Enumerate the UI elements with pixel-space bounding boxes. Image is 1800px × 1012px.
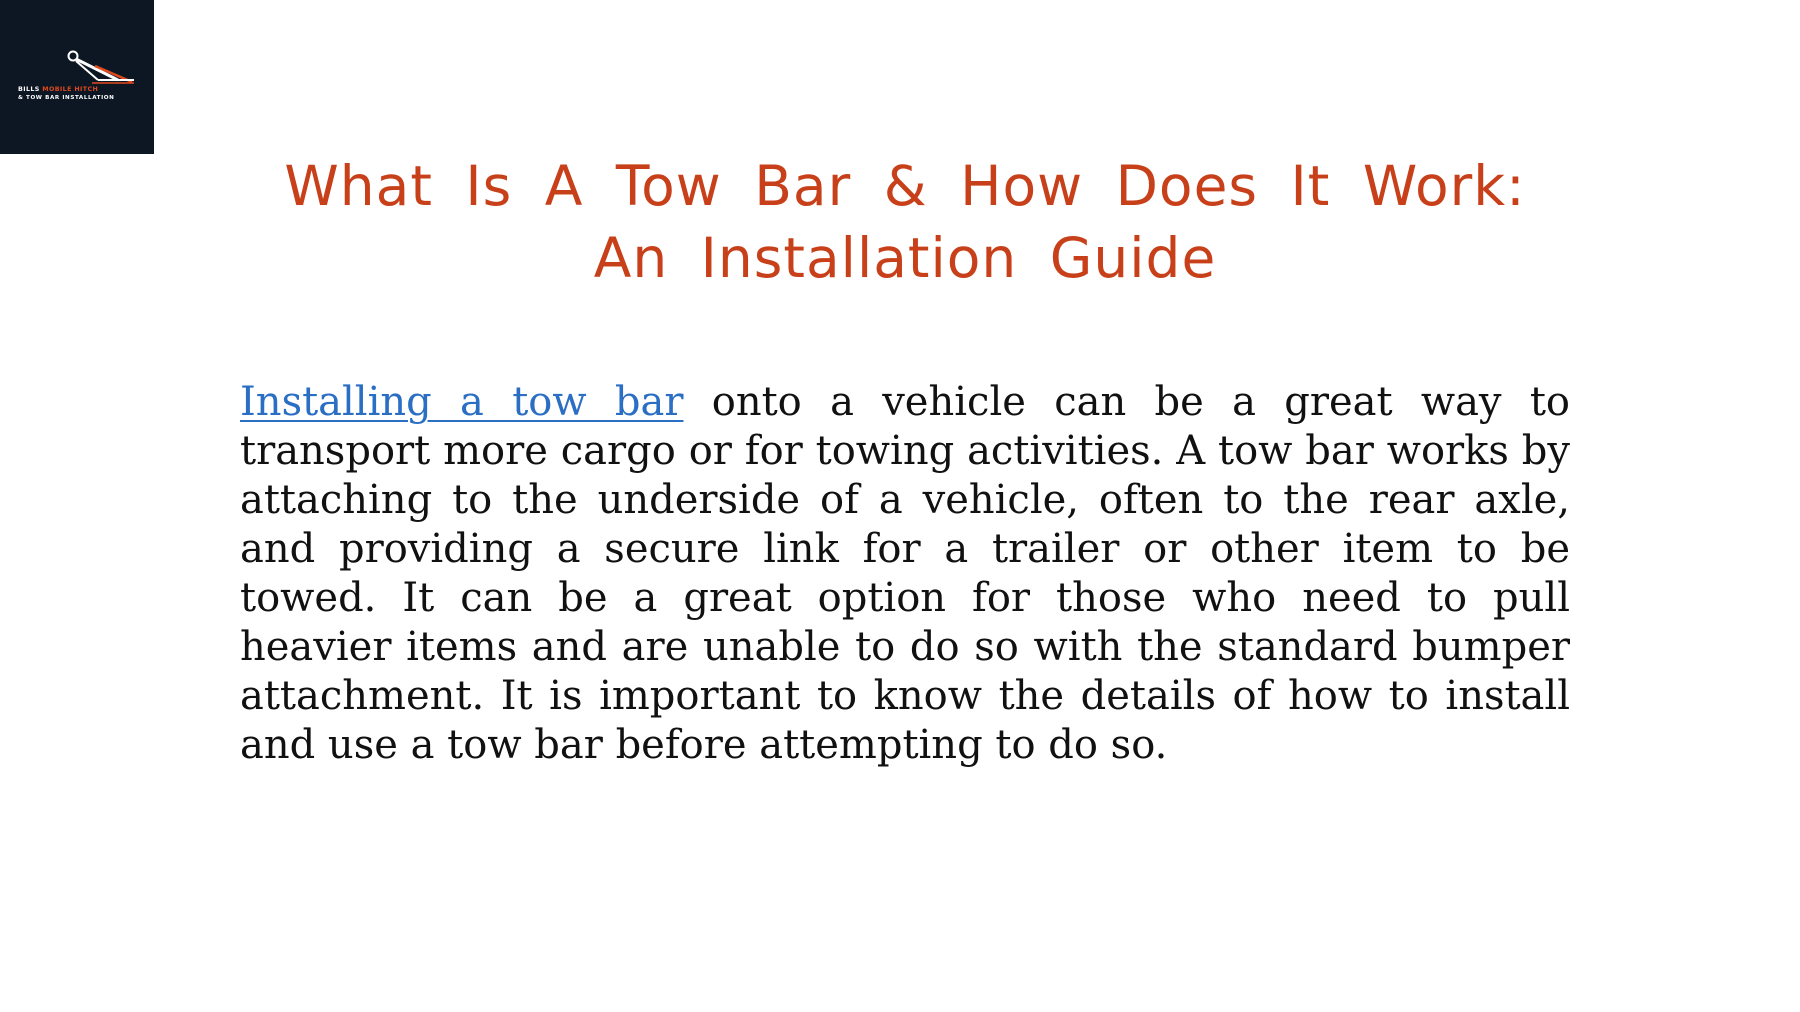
title-line-1: What Is A Tow Bar & How Does It Work:: [284, 154, 1526, 218]
brand-logo: [0, 0, 154, 154]
body-paragraph: [240, 378, 1570, 770]
logo-name: BILLS: [18, 86, 43, 93]
installing-tow-bar-link[interactable]: Installing a tow bar: [240, 379, 684, 425]
slide-title: [240, 150, 1570, 294]
logo-name-accent: MOBILE HITCH: [42, 86, 99, 93]
title-line-2: An Installation Guide: [593, 226, 1217, 290]
logo-tagline: & TOW BAR INSTALLATION: [18, 95, 115, 101]
body-text: onto a vehicle can be a great way to transport more cargo or for towing activities. A tow bar works by attaching to the underside of a vehicle, often to the rear axle, and providing a secure link for a trailer or other item to be towed. It can be a great option for those who need to pull heavier items and are unable to do so with the standard bumper attachment. It is important to know the details of how to install and use a tow bar before attempting to do so.: [240, 379, 1570, 768]
tow-hitch-logo-icon: [0, 0, 154, 154]
logo-text: [18, 85, 138, 103]
